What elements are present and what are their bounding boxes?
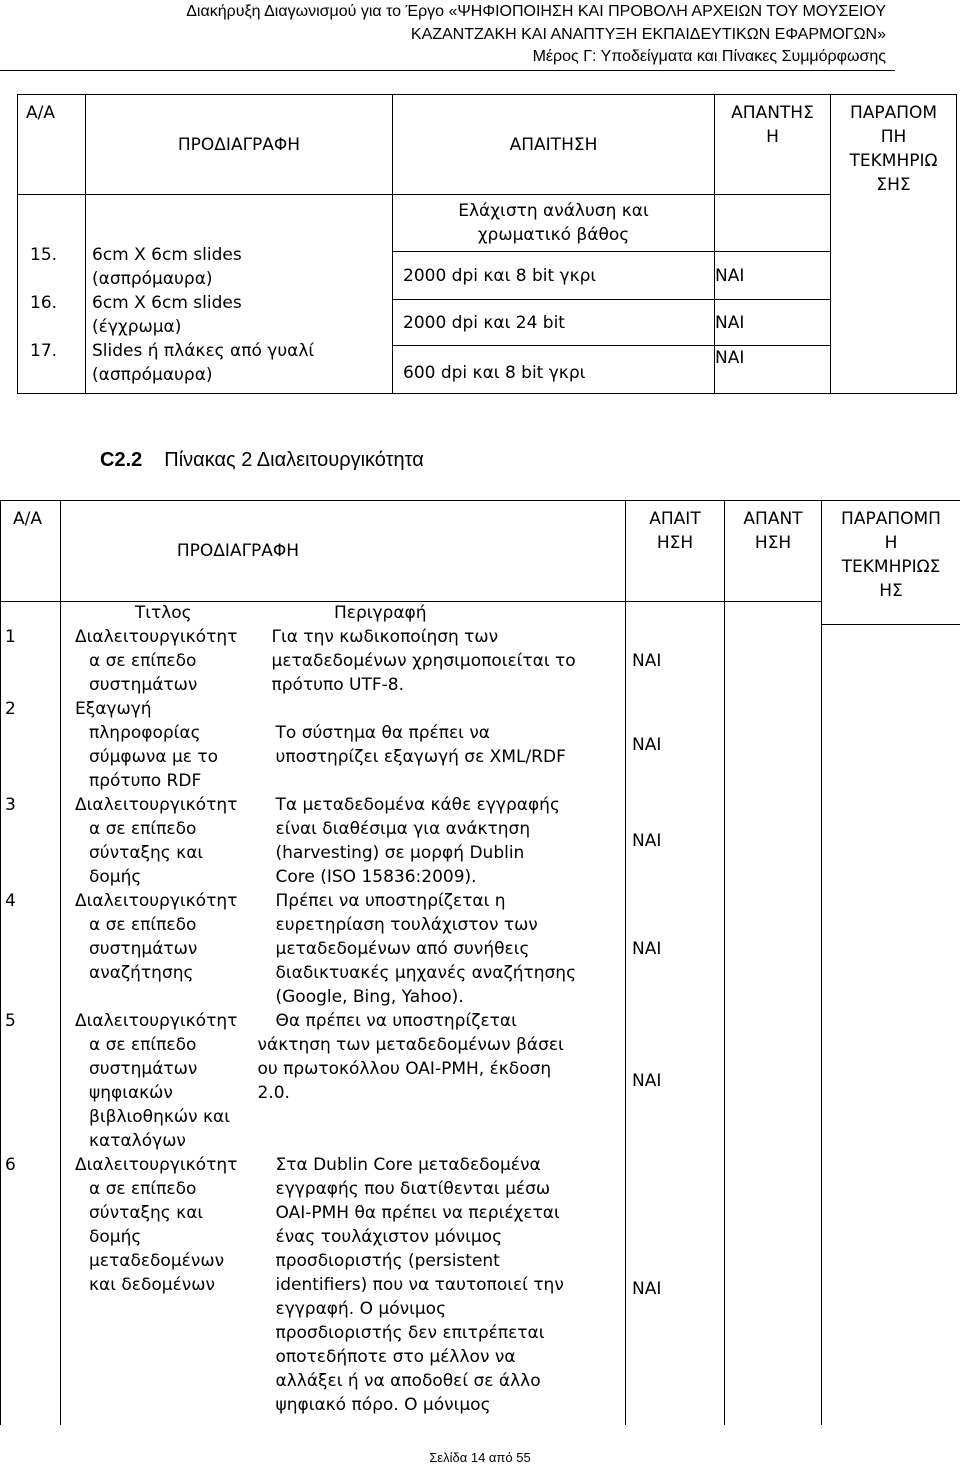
table-2-header-req-line-1: ΑΠΑΙΤ bbox=[649, 509, 701, 529]
table-row bbox=[1, 1009, 960, 1153]
table-2-header-ans-line-2: ΗΣΗ bbox=[754, 533, 792, 553]
table-1-spec-line: 6cm X 6cm slides bbox=[92, 245, 242, 265]
desc-line: Το σύστημα θα πρέπει να bbox=[275, 722, 491, 743]
table-1-header-ans-line-1: ΑΠΑΝΤΗΣ bbox=[731, 103, 814, 123]
title-line: α σε επίπεδο bbox=[89, 914, 197, 935]
table-2-header-desc: Περιγραφή bbox=[333, 603, 427, 624]
title-line: Διαλειτουργικότητ bbox=[75, 626, 238, 647]
table-row bbox=[1, 1153, 960, 1425]
title-line: δομής bbox=[89, 1226, 142, 1247]
table-2-header-ref-line-3: ΤΕΚΜΗΡΙΩΣ bbox=[841, 557, 941, 577]
table-1-subheader-line-1: Ελάχιστη ανάλυση και bbox=[458, 201, 649, 221]
title-line: πληροφορίας bbox=[89, 722, 201, 743]
title-line: δομής bbox=[89, 866, 142, 887]
title-line: σύνταξης και bbox=[89, 842, 204, 863]
table-2-row-num: 5 bbox=[1, 1009, 61, 1153]
desc-line: προσδιοριστής δεν επιτρέπεται bbox=[275, 1322, 545, 1343]
desc-line: OAI-PMH θα πρέπει να περιέχεται bbox=[275, 1202, 560, 1223]
table-1-header-ref-line-4: ΣΗΣ bbox=[876, 175, 911, 195]
table-2-row-ans bbox=[725, 1153, 822, 1425]
desc-line: Τα μεταδεδομένα κάθε εγγραφής bbox=[275, 794, 560, 815]
section-heading: Πίνακας 2 Διαλειτουργικότητα bbox=[164, 449, 424, 471]
table-2-row-title bbox=[61, 1009, 266, 1153]
title-line: συστημάτων bbox=[89, 674, 198, 695]
desc-line: identifiers) που να ταυτοποιεί την bbox=[275, 1274, 564, 1295]
table-2-row-ans bbox=[725, 793, 822, 889]
desc-line: ψηφιακό πόρο. Ο μόνιμος bbox=[275, 1394, 491, 1415]
title-line: μεταδεδομένων bbox=[89, 1250, 225, 1271]
table-2-empty-cell bbox=[725, 602, 822, 625]
table-2-header-ref bbox=[822, 501, 960, 625]
desc-line: οποτεδήποτε στο μέλλον να bbox=[275, 1346, 516, 1367]
table-2-row-req: ΝΑΙ bbox=[626, 1153, 725, 1425]
table-1-header-ref bbox=[831, 95, 957, 394]
table-1-header-ref-line-1: ΠΑΡΑΠΟΜ bbox=[849, 103, 938, 123]
table-2-header-ans-line-1: ΑΠΑΝΤ bbox=[743, 509, 803, 529]
title-line: Διαλειτουργικότητ bbox=[75, 794, 238, 815]
table-1-subheader-line-2: χρωματικό βάθος bbox=[477, 225, 630, 245]
table-2-row-desc bbox=[266, 793, 626, 889]
table-1-subheader-row bbox=[18, 195, 957, 252]
table-2-row-desc bbox=[257, 1009, 626, 1153]
table-2-row-desc bbox=[266, 1153, 626, 1425]
desc-line: Θα πρέπει να υποστηρίζεται bbox=[275, 1010, 517, 1031]
header-line-1: Διακήρυξη Διαγωνισμού για το Έργο «ΨΗΦΙΟΠΟΙΗΣΗ ΚΑΙ ΠΡΟΒΟΛΗ ΑΡΧΕΙΩΝ ΤΟΥ ΜΟΥΣΕΙΟΥ bbox=[186, 3, 886, 20]
desc-line: μεταδεδομένων από συνήθεις bbox=[275, 938, 530, 959]
title-line: σύμφωνα με το bbox=[89, 746, 219, 767]
table-row bbox=[1, 889, 960, 1009]
table-2-row-ref bbox=[822, 793, 960, 889]
table-2-header-req bbox=[626, 501, 725, 602]
table-2-row-desc bbox=[266, 625, 626, 697]
table-1-spec-line: (έγχρωμα) bbox=[92, 317, 182, 337]
table-1-header-ans bbox=[715, 95, 831, 195]
table-2-row-req: ΝΑΙ bbox=[626, 697, 725, 793]
table-2-row-ref bbox=[822, 1153, 960, 1425]
title-line: βιβλιοθηκών και bbox=[89, 1106, 230, 1127]
table-2-header-spec: ΠΡΟΔΙΑΓΡΑΦΗ bbox=[61, 501, 626, 602]
table-2-row-title bbox=[61, 889, 266, 1009]
table-row bbox=[1, 625, 960, 697]
table-1-req-cell: 2000 dpi και 24 bit bbox=[393, 300, 715, 346]
table-2-row-req: ΝΑΙ bbox=[626, 625, 725, 697]
table-2-header-aa: Α/Α bbox=[1, 501, 61, 602]
desc-line: αλλάξει ή να αποδοθεί σε άλλο bbox=[275, 1370, 541, 1391]
table-2-row-title bbox=[61, 793, 266, 889]
table-2-row-title bbox=[61, 697, 266, 793]
table-2-header-ref-line-1: ΠΑΡΑΠΟΜΠ bbox=[841, 509, 941, 529]
table-2-row-req: ΝΑΙ bbox=[626, 793, 725, 889]
title-line: α σε επίπεδο bbox=[89, 650, 197, 671]
desc-line: 2.0. bbox=[257, 1082, 290, 1103]
table-1-header-req: ΑΠΑΙΤΗΣΗ bbox=[393, 95, 715, 195]
desc-line: Πρέπει να υποστηρίζεται η bbox=[275, 890, 506, 911]
title-line: Διαλειτουργικότητ bbox=[75, 1154, 238, 1175]
table-2-row-num: 1 bbox=[1, 625, 61, 697]
table-1-row-num: 15. bbox=[30, 245, 58, 265]
table-1-req-cell: 600 dpi και 8 bit γκρι bbox=[393, 346, 715, 394]
page-footer: Σελίδα 14 από 55 bbox=[429, 1450, 531, 1465]
table-1-header-aa: Α/Α bbox=[18, 95, 86, 195]
table-1-header-row bbox=[18, 95, 957, 195]
desc-line: εγγραφής που διατίθενται μέσω bbox=[275, 1178, 551, 1199]
title-line: καταλόγων bbox=[89, 1130, 186, 1151]
header-line-2: ΚΑΖΑΝΤΖΑΚΗ ΚΑΙ ΑΝΑΠΤΥΞΗ ΕΚΠΑΙΔΕΥΤΙΚΩΝ ΕΦΑΡΜΟΓΩΝ» bbox=[410, 26, 886, 43]
table-2-header-ref-line-4: ΗΣ bbox=[879, 581, 903, 601]
table-2-row-title bbox=[61, 625, 266, 697]
table-2-empty-cell bbox=[626, 602, 725, 625]
table-2-header-ans bbox=[725, 501, 822, 602]
desc-line: πρότυπο UTF-8. bbox=[271, 674, 404, 695]
title-line: πρότυπο RDF bbox=[89, 770, 202, 791]
table-2-row-ref bbox=[822, 697, 960, 793]
table-1-spec-cell bbox=[86, 195, 393, 394]
title-line: αναζήτησης bbox=[89, 962, 194, 983]
table-1-row-num: 16. bbox=[30, 293, 58, 313]
desc-line: (Google, Bing, Yahoo). bbox=[275, 986, 464, 1007]
desc-line: είναι διαθέσιμα για ανάκτηση bbox=[275, 818, 531, 839]
title-line: ψηφιακών bbox=[89, 1082, 173, 1103]
title-line: Διαλειτουργικότητ bbox=[75, 890, 238, 911]
table-2-row-title bbox=[61, 1153, 266, 1425]
table-2-header-row bbox=[1, 501, 960, 602]
desc-line: ευρετηρίαση τουλάχιστον των bbox=[275, 914, 538, 935]
title-line: συστημάτων bbox=[89, 938, 198, 959]
table-2-row-ans bbox=[725, 889, 822, 1009]
desc-line: Core (ISO 15836:2009). bbox=[275, 866, 477, 887]
title-line: και δεδομένων bbox=[89, 1274, 216, 1295]
title-line: Εξαγωγή bbox=[75, 698, 152, 719]
table-1-header-spec: ΠΡΟΔΙΑΓΡΑΦΗ bbox=[86, 95, 393, 195]
table-2-row-num: 3 bbox=[1, 793, 61, 889]
desc-line: (harvesting) σε μορφή Dublin bbox=[275, 842, 525, 863]
table-1 bbox=[17, 94, 957, 394]
table-2-row-ref bbox=[822, 625, 960, 697]
table-2-row-req: ΝΑΙ bbox=[626, 1009, 725, 1153]
table-2-row-desc bbox=[266, 697, 626, 793]
table-1-spec-line: (ασπρόμαυρα) bbox=[92, 269, 213, 289]
table-2-row-num: 2 bbox=[1, 697, 61, 793]
table-row bbox=[1, 697, 960, 793]
table-1-spec-line: Slides ή πλάκες από γυαλί bbox=[92, 341, 315, 361]
table-row bbox=[1, 793, 960, 889]
table-1-header-ans-line-2: Η bbox=[766, 127, 779, 147]
title-line: συστημάτων bbox=[89, 1058, 198, 1079]
table-1-row-num: 17. bbox=[30, 341, 58, 361]
table-2 bbox=[0, 500, 960, 1425]
section-title bbox=[100, 449, 424, 472]
table-2-header-ref-line-2: Η bbox=[884, 533, 898, 553]
table-1-subheader bbox=[393, 195, 715, 252]
table-2-header-title: Τιτλος bbox=[134, 603, 192, 624]
table-2-row-desc bbox=[266, 889, 626, 1009]
desc-line: προσδιοριστής (persistent bbox=[275, 1250, 500, 1271]
header-divider bbox=[0, 70, 895, 71]
desc-line: ου πρωτοκόλλου OAI-PMH, έκδοση bbox=[257, 1058, 552, 1079]
table-1-spec-line: (ασπρόμαυρα) bbox=[92, 365, 213, 385]
table-1-num-cell bbox=[18, 195, 86, 394]
title-line: α σε επίπεδο bbox=[89, 818, 197, 839]
table-2-row-req: ΝΑΙ bbox=[626, 889, 725, 1009]
table-2-subheader-row bbox=[1, 602, 960, 625]
table-1-header-ref-line-2: ΠΗ bbox=[880, 127, 907, 147]
desc-line: ένας τουλάχιστον μόνιμος bbox=[275, 1226, 503, 1247]
table-1-ans-cell: ΝΑΙ bbox=[715, 252, 831, 300]
table-1-header-ref-line-3: ΤΕΚΜΗΡΙΩ bbox=[849, 151, 938, 171]
table-1-req-cell: 2000 dpi και 8 bit γκρι bbox=[393, 252, 715, 300]
table-2-row-ans bbox=[725, 697, 822, 793]
table-1-ans-cell: ΝΑΙ bbox=[715, 346, 831, 394]
table-2-row-ref bbox=[822, 1009, 960, 1153]
table-2-row-ref bbox=[822, 889, 960, 1009]
desc-line: Για την κωδικοποίηση των bbox=[271, 626, 499, 647]
table-1-empty-cell bbox=[715, 195, 831, 252]
table-2-row-num: 4 bbox=[1, 889, 61, 1009]
desc-line: εγγραφή. Ο μόνιμος bbox=[275, 1298, 447, 1319]
title-line: α σε επίπεδο bbox=[89, 1178, 197, 1199]
table-1-ans-cell: ΝΑΙ bbox=[715, 300, 831, 346]
title-line: α σε επίπεδο bbox=[89, 1034, 197, 1055]
header-line-3: Μέρος Γ: Υποδείγματα και Πίνακες Συμμόρφωσης bbox=[532, 48, 886, 65]
title-line: σύνταξης και bbox=[89, 1202, 204, 1223]
table-2-empty-cell bbox=[1, 602, 61, 625]
desc-line: διαδικτυακές μηχανές αναζήτησης bbox=[275, 962, 577, 983]
desc-line: Στα Dublin Core μεταδεδομένα bbox=[275, 1154, 541, 1175]
title-line: Διαλειτουργικότητ bbox=[75, 1010, 238, 1031]
desc-line: νάκτηση των μεταδεδομένων βάσει bbox=[257, 1034, 564, 1055]
table-2-row-ans bbox=[725, 1009, 822, 1153]
desc-line: υποστηρίζει εξαγωγή σε XML/RDF bbox=[275, 746, 566, 767]
table-2-row-num: 6 bbox=[1, 1153, 61, 1425]
desc-line: μεταδεδομένων χρησιμοποιείται το bbox=[271, 650, 576, 671]
section-code: C2.2 bbox=[100, 449, 143, 471]
table-1-spec-line: 6cm X 6cm slides bbox=[92, 293, 242, 313]
table-2-row-ans bbox=[725, 625, 822, 697]
table-2-header-req-line-2: ΗΣΗ bbox=[656, 533, 694, 553]
